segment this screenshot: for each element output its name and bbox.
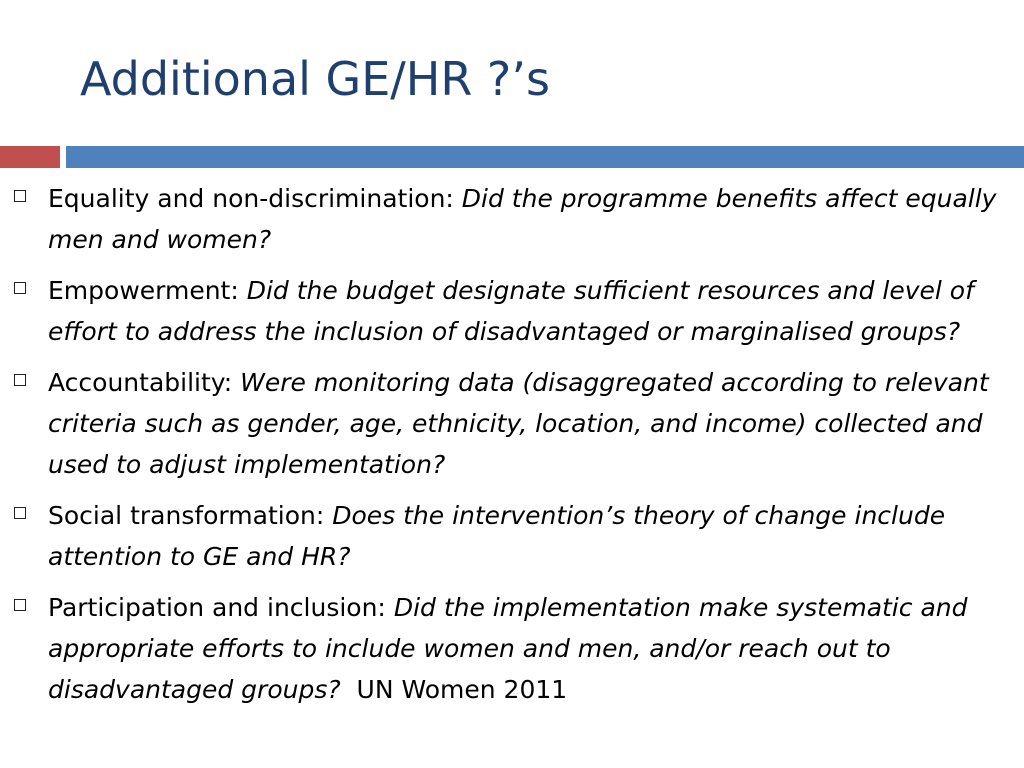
bullet-item	[14, 362, 1014, 485]
square-bullet-icon	[14, 599, 26, 611]
bullet-list	[14, 178, 1014, 720]
bullet-item	[14, 495, 1014, 577]
bullet-question: Did the budget designate sufficient resources and level of effort to address the inclusion of disadvantaged or marginalised groups?	[48, 276, 974, 346]
bullet-label: Empowerment:	[48, 276, 247, 305]
bullet-question: Did the implementation make systematic and appropriate efforts to include women and men, and/or reach out to disadvantaged groups?	[48, 593, 968, 704]
bullet-question: Were monitoring data (disaggregated according to relevant criteria such as gender, age, ethnicity, location, and income) collected and used to adjust implementation?	[48, 368, 989, 479]
citation: UN Women 2011	[340, 675, 568, 704]
bullet-label: Equality and non-discrimination:	[48, 184, 462, 213]
bullet-question: Did the programme benefits affect equally men and women?	[48, 184, 997, 254]
square-bullet-icon	[14, 190, 26, 202]
square-bullet-icon	[14, 374, 26, 386]
bullet-item	[14, 178, 1014, 260]
bullet-item	[14, 270, 1014, 352]
accent-bar-red	[0, 146, 60, 168]
accent-bar-blue	[66, 146, 1024, 168]
bullet-label: Social transformation:	[48, 501, 333, 530]
square-bullet-icon	[14, 507, 26, 519]
square-bullet-icon	[14, 282, 26, 294]
bullet-label: Accountability:	[48, 368, 241, 397]
slide-title: Additional GE/HR ?’s	[80, 52, 550, 106]
bullet-item	[14, 587, 1014, 710]
bullet-question: Does the intervention’s theory of change include attention to GE and HR?	[48, 501, 946, 571]
bullet-label: Participation and inclusion:	[48, 593, 394, 622]
